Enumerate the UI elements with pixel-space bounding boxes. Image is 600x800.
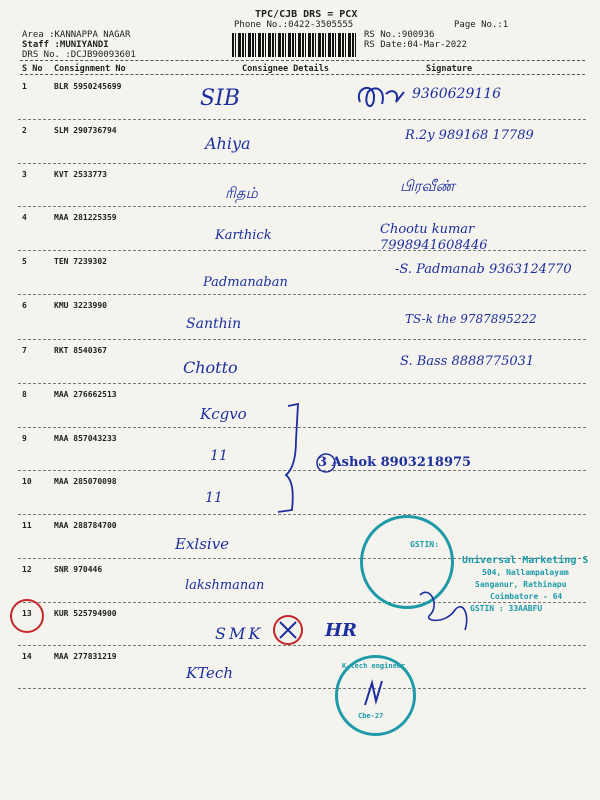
- row-4-signature: Chootu kumar 7998941608446: [380, 222, 488, 253]
- drs-number: DRS No. :DCJB90093601: [22, 50, 136, 60]
- row-14-divider: [18, 688, 586, 689]
- row-8-consignee: Kcgvo: [200, 405, 247, 423]
- row-4-consignee: Karthick: [215, 228, 272, 243]
- stamp-line-1: Universal Marketing S: [462, 555, 589, 566]
- row-5-divider: [18, 294, 586, 295]
- ktech-ring-bottom: Cbe-27: [358, 712, 384, 720]
- phone-number: Phone No.:0422-3505555: [234, 20, 354, 30]
- row-3-sno: 3: [22, 170, 27, 179]
- row-4-consignment: MAA 281225359: [54, 213, 117, 222]
- staff-label: Staff :MUNIYANDI: [22, 40, 109, 50]
- row-6-consignment: KMU 3223990: [54, 301, 107, 310]
- row-12-sno: 12: [22, 565, 32, 574]
- row-3-signature: பிரவீண்: [400, 177, 455, 195]
- ktech-signature-scribble: [360, 675, 390, 710]
- col-consignee: Consignee Details: [242, 64, 329, 74]
- row-14-consignment: MAA 277831219: [54, 652, 117, 661]
- row-2-consignment: SLM 290736794: [54, 126, 117, 135]
- row-6-consignee: Santhin: [186, 316, 242, 332]
- row-3-divider: [18, 206, 586, 207]
- row-7-consignee: Chotto: [183, 358, 238, 377]
- row-1-consignment: BLR 5950245699: [54, 82, 122, 91]
- row-2-divider: [18, 163, 586, 164]
- row-10-consignee: 11: [205, 490, 223, 506]
- row-3-consignee: ரிதம்: [225, 184, 258, 202]
- row-4-sno: 4: [22, 213, 27, 222]
- col-signature: Signature: [426, 64, 473, 74]
- rs-number: RS No.:900936: [364, 30, 435, 40]
- row-5-consignment: TEN 7239302: [54, 257, 107, 266]
- header-rule-bottom: [20, 74, 585, 75]
- col-consignment: Consignment No: [54, 64, 126, 74]
- ktech-ring-top: K-tech engineer: [342, 662, 406, 670]
- row-11-sno: 11: [22, 521, 32, 530]
- stamp-line-4: Coimbatore - 64: [490, 592, 563, 601]
- rs-date: RS Date:04-Mar-2022: [364, 40, 467, 50]
- row-7-consignment: RKT 8540367: [54, 346, 107, 355]
- row-6-signature: TS-k the 9787895222: [405, 312, 537, 326]
- row-10-consignment: MAA 285070098: [54, 477, 117, 486]
- row-2-consignee: Ahiya: [205, 134, 251, 153]
- stamp-line-3: Sanganur, Rathinapu: [475, 580, 567, 589]
- row-13-consignment: KUR 525794900: [54, 609, 117, 618]
- row-12-consignment: SNR 970446: [54, 565, 103, 574]
- row-14-consignee: KTech: [186, 664, 233, 682]
- row-2-signature: R.2y 989168 17789: [405, 128, 534, 143]
- row-7-signature: S. Bass 8888775031: [400, 354, 535, 369]
- row-5-consignee: Padmanaban: [203, 275, 288, 290]
- row-9-sno: 9: [22, 434, 27, 443]
- row-9-consignee: 11: [210, 448, 228, 464]
- row-1-signature: 9360629116: [412, 86, 502, 102]
- row-7-sno: 7: [22, 346, 27, 355]
- row-1-consignee: SIB: [200, 86, 240, 111]
- row-3-consignment: KVT 2533773: [54, 170, 107, 179]
- row-5-signature: -S. Padmanab 9363124770: [395, 262, 572, 277]
- barcode-image: [232, 33, 358, 57]
- header-rule-top: [20, 60, 585, 61]
- row-6-divider: [18, 339, 586, 340]
- row-13-consignee: SMK: [215, 624, 264, 643]
- page-number: Page No.:1: [454, 20, 509, 30]
- row-4-divider: [18, 250, 586, 251]
- bracket-note: 3 Ashok 8903218975: [318, 455, 472, 470]
- bracket-mark: [270, 400, 320, 515]
- row-12-consignee: lakshmanan: [185, 578, 265, 593]
- row-14-sno: 14: [22, 652, 32, 661]
- row-13-divider: [18, 645, 586, 646]
- stamp-line-2: 504, Nallampalayam: [482, 568, 569, 577]
- row-7-divider: [18, 383, 586, 384]
- drs-title: TPC/CJB DRS = PCX: [255, 9, 358, 20]
- row-2-sno: 2: [22, 126, 27, 135]
- row-13-sno: 13: [22, 609, 32, 618]
- stamp-signature-scribble: [415, 585, 475, 635]
- row-13-signature: HR: [325, 620, 357, 641]
- red-circled-x-mark: [270, 612, 310, 648]
- row-9-consignment: MAA 857043233: [54, 434, 117, 443]
- row-12-divider: [18, 602, 586, 603]
- stamp-ring-text: GSTIN:: [410, 540, 439, 549]
- stamp-line-5: GSTIN : 33AABFU: [470, 604, 543, 613]
- row-1-divider: [18, 119, 586, 120]
- row-8-consignment: MAA 276662513: [54, 390, 117, 399]
- row-1-sign-scribble: [352, 82, 412, 116]
- row-8-sno: 8: [22, 390, 27, 399]
- row-10-sno: 10: [22, 477, 32, 486]
- area-label: Area :KANNAPPA NAGAR: [22, 30, 131, 40]
- row-5-sno: 5: [22, 257, 27, 266]
- circled-three-mark: [316, 452, 338, 474]
- row-11-consignment: MAA 288784700: [54, 521, 117, 530]
- red-circle-mark: [8, 596, 48, 636]
- row-11-consignee: Exlsive: [175, 535, 230, 553]
- row-1-sno: 1: [22, 82, 27, 91]
- col-sno: S No: [22, 64, 43, 74]
- row-6-sno: 6: [22, 301, 27, 310]
